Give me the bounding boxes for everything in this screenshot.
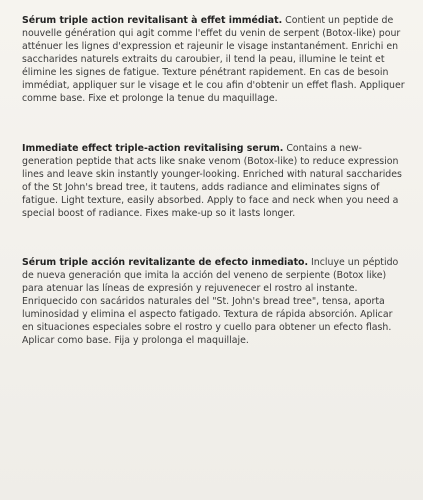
spanish-title: Sérum triple acción revitalizante de efecto inmediato.: [22, 257, 309, 268]
english-title: Immediate effect triple-action revitalising serum.: [22, 143, 284, 154]
spanish-body: Incluye un péptido de nueva generación que imita la acción del veneno de serpiente (Botox like) para atenuar las líneas de expresión y rejuvenecer el rostro al instante. Enriquecido con sacáridos naturales del "St. John's bread tree", tensa, aporta luminosidad y elimina el aspecto fatigado. Textura de rápida absorción. Aplicar en situaciones especiales sobre el rostro y cuello para obtener un efecto flash. Aplicar como base. Fija y prolonga el maquillaje.: [22, 257, 399, 346]
english-description: [22, 142, 407, 220]
spanish-description: [22, 256, 407, 347]
french-body: Contient un peptide de nouvelle génération qui agit comme l'effet du venin de serpent (Botox-like) pour atténuer les lignes d'expression et rajeunir le visage instantanément. Enrichi en saccharides naturels extraits du caroubier, il tend la peau, illumine le teint et élimine les signes de fatigue. Texture pénétrant rapidement. En cas de besoin immédiat, appliquer sur le visage et le cou afin d'obtenir un effet flash. Appliquer comme base. Fixe et prolonge la tenue du maquillage.: [22, 15, 405, 104]
english-body: Contains a new-generation peptide that acts like snake venom (Botox-like) to reduce expression lines and leave skin instantly younger-looking. Enriched with natural saccharides of the St John's bread tree, it tautens, adds radiance and eliminates signs of fatigue. Light texture, easily absorbed. Apply to face and neck when you need a special boost of radiance. Fixes make-up so it lasts longer.: [22, 143, 402, 219]
french-title: Sérum triple action revitalisant à effet immédiat.: [22, 15, 283, 26]
french-description: [22, 14, 407, 105]
